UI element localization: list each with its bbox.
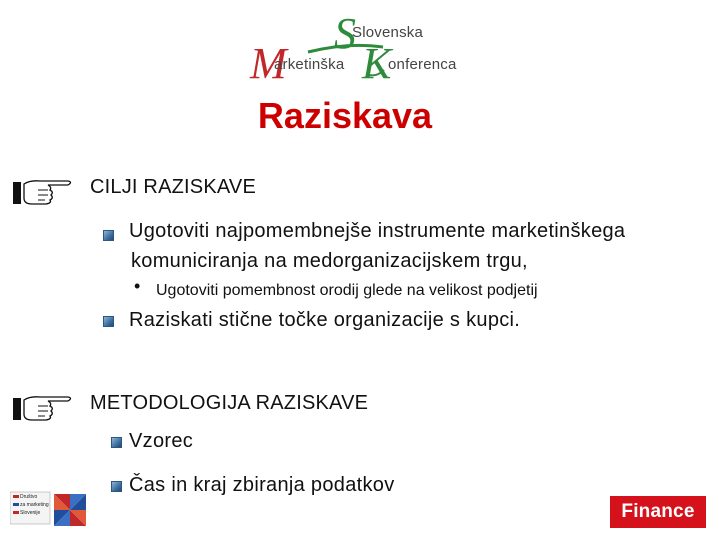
bullet-sample: Vzorec — [129, 430, 194, 452]
bullet-goal-1-line2: komuniciranja na medorganizacijskem trgu, — [131, 250, 528, 272]
logo-letter-m: M — [250, 39, 287, 88]
logo-letter-k: K — [362, 39, 392, 88]
marketing-society-logo-icon — [10, 490, 90, 530]
logo-line-2: za marketing — [20, 502, 49, 508]
dot-bullet-icon: • — [134, 276, 141, 296]
square-bullet-icon — [103, 230, 114, 241]
pointing-hand-icon — [12, 388, 74, 422]
conference-logo — [248, 9, 478, 88]
logo-word-marketinska: arketinška — [274, 56, 345, 73]
pointing-hand-icon — [12, 172, 74, 206]
logo-letter-s: S — [334, 9, 356, 58]
square-bullet-icon — [103, 316, 114, 327]
logo-word-slovenska: Slovenska — [352, 24, 424, 41]
bullet-time-place: Čas in kraj zbiranja podatkov — [129, 474, 395, 496]
bullet-goal-1-line1: Ugotoviti najpomembnejše instrumente marketinškega — [129, 220, 626, 242]
sub-bullet-goal: Ugotoviti pomembnost orodij glede na velikost podjetij — [156, 282, 538, 299]
slide-title: Raziskava — [257, 95, 433, 136]
pinwheel-icon — [54, 494, 86, 526]
finance-logo: Finance — [610, 496, 706, 528]
bullet-goal-2: Raziskati stične točke organizacije s kupci. — [129, 309, 521, 331]
square-bullet-icon — [111, 481, 122, 492]
section-heading-methodology: METODOLOGIJA RAZISKAVE — [90, 392, 369, 414]
logo-line-1: Društvo — [20, 494, 38, 500]
section-heading-goals: CILJI RAZISKAVE — [90, 176, 257, 198]
square-bullet-icon — [111, 437, 122, 448]
logo-line-3: Slovenije — [20, 510, 41, 516]
marketing-society-logo — [10, 490, 90, 530]
logo-word-konferenca: onferenca — [388, 56, 457, 73]
